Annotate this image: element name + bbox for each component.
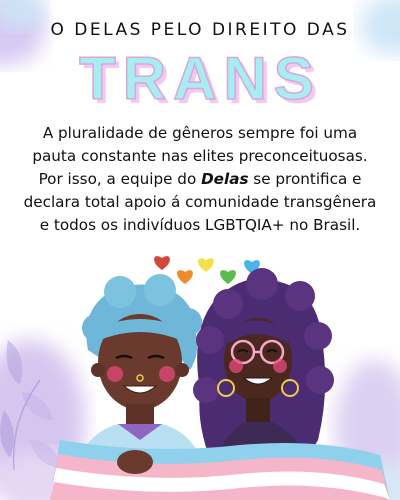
statement-line: pauta constante nas elites preconceituosas. bbox=[32, 147, 368, 165]
statement-line: declara total apoio á comunidade transgênera bbox=[23, 193, 377, 211]
brand-name: Delas bbox=[201, 170, 249, 188]
trans-flag bbox=[50, 440, 390, 500]
statement-paragraph bbox=[20, 122, 380, 237]
statement-line: e todos os indivíduos LGBTQIA+ no Brasil. bbox=[39, 216, 361, 234]
statement-line: A pluralidade de gêneros sempre foi uma bbox=[42, 124, 358, 142]
page-title: TRANS bbox=[79, 45, 321, 112]
subtitle: O DELAS PELO DIREITO DAS bbox=[50, 20, 350, 40]
illustration bbox=[0, 240, 400, 500]
heart-icon bbox=[177, 270, 193, 284]
statement-line: Por isso, a equipe do Delas se prontifica e bbox=[38, 170, 362, 188]
heart-icon bbox=[198, 258, 214, 272]
heart-icon bbox=[154, 256, 170, 270]
heart-icon bbox=[220, 270, 236, 284]
